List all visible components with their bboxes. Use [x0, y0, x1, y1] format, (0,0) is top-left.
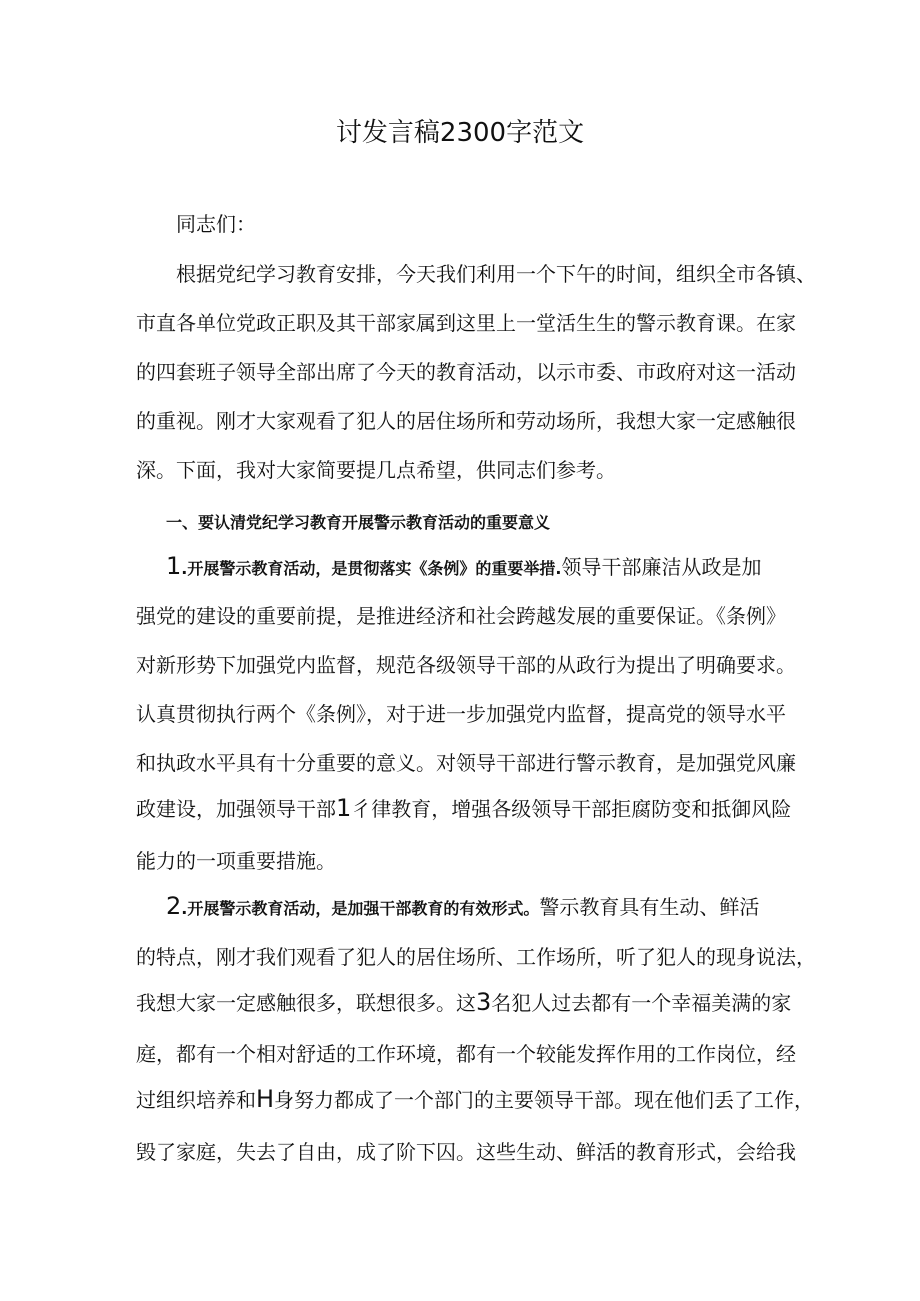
- point-1-line-2: 强党的建设的重要前提，是推进经济和社会跨越发展的重要保证。《条例》: [136, 604, 786, 628]
- point-2-line-3: [136, 987, 791, 1016]
- point-1-first-line: [166, 551, 761, 580]
- point-2-line-5-big: H: [256, 1085, 275, 1113]
- point-2-line-6: 毁了家庭，失去了自由，成了阶下囚。这些生动、鲜活的教育形式，会给我: [136, 1140, 796, 1164]
- intro-line-3: 的四套班子领导全部出席了今天的教育活动，以示市委、市政府对这一活动: [136, 360, 796, 384]
- point-1-line-7: 能力的一项重要措施。: [136, 849, 336, 873]
- point-2-line-3-a: 我想大家一定感触很多，联想很多。这: [136, 991, 476, 1015]
- point-2-line-5-a: 过组织培养和: [136, 1088, 256, 1112]
- point-2-first-line-rest: 警示教育具有生动、鲜活: [539, 895, 760, 919]
- point-1-first-line-rest: 领导干部廉洁从政是加: [561, 555, 762, 579]
- point-1-number: 1: [166, 552, 182, 580]
- greeting: 同志们：: [176, 212, 256, 236]
- point-2-line-3-big: 3: [476, 988, 492, 1016]
- point-2-line-4: 庭，都有一个相对舒适的工作环境，都有一个较能发挥作用的工作岗位，经: [136, 1042, 796, 1066]
- point-2-line-5: [136, 1084, 814, 1113]
- point-2-number: 2: [166, 892, 182, 920]
- point-1-line-5: 和执政水平具有十分重要的意义。对领导干部进行警示教育，是加强党风廉: [136, 751, 796, 775]
- point-1-line-4: 认真贯彻执行两个《条例》，对于进一步加强党内监督，提高党的领导水平: [136, 702, 786, 726]
- intro-line-5: 深。下面，我对大家简要提几点希望，供同志们参考。: [136, 458, 616, 482]
- point-2-line-3-b: 名犯人过去都有一个幸福美满的家: [491, 991, 792, 1015]
- point-2-first-line: [166, 891, 759, 920]
- point-1-line-3: 对新形势下加强党内监督，规范各级领导干部的从政行为提出了明确要求。: [136, 653, 796, 677]
- point-2-line-5-b: 身努力都成了一个部门的主要领导干部。现在他们丢了工作，: [274, 1088, 815, 1112]
- point-1-lead: .开展警示教育活动，是贯彻落实《条例》的重要举措.: [181, 559, 562, 578]
- intro-line-4: 的重视。刚才大家观看了犯人的居住场所和劳动场所，我想大家一定感触很: [136, 409, 796, 433]
- section-1-heading: 一、要认清党纪学习教育开展警示教育活动的重要意义: [166, 513, 551, 532]
- point-2-line-2: 的特点，刚才我们观看了犯人的居住场所、工作场所，听了犯人的现身说法，: [136, 945, 816, 969]
- point-1-line-6-big: 1: [336, 794, 352, 822]
- document-title: 讨发言稿2300字范文: [335, 118, 585, 148]
- intro-line-1: 根据党纪学习教育安排，今天我们利用一个下午的时间，组织全市各镇、: [176, 262, 816, 286]
- point-1-line-6-a: 政建设，加强领导干部: [136, 797, 336, 821]
- intro-line-2: 市直各单位党政正职及其干部家属到这里上一堂活生生的警示教育课。在家: [136, 311, 796, 335]
- point-2-lead: .开展警示教育活动，是加强干部教育的有效形式。: [181, 899, 540, 918]
- point-1-line-6-b: 彳律教育，增强各级领导干部拒腐防变和抵御风险: [351, 797, 792, 821]
- point-1-line-6: [136, 793, 791, 822]
